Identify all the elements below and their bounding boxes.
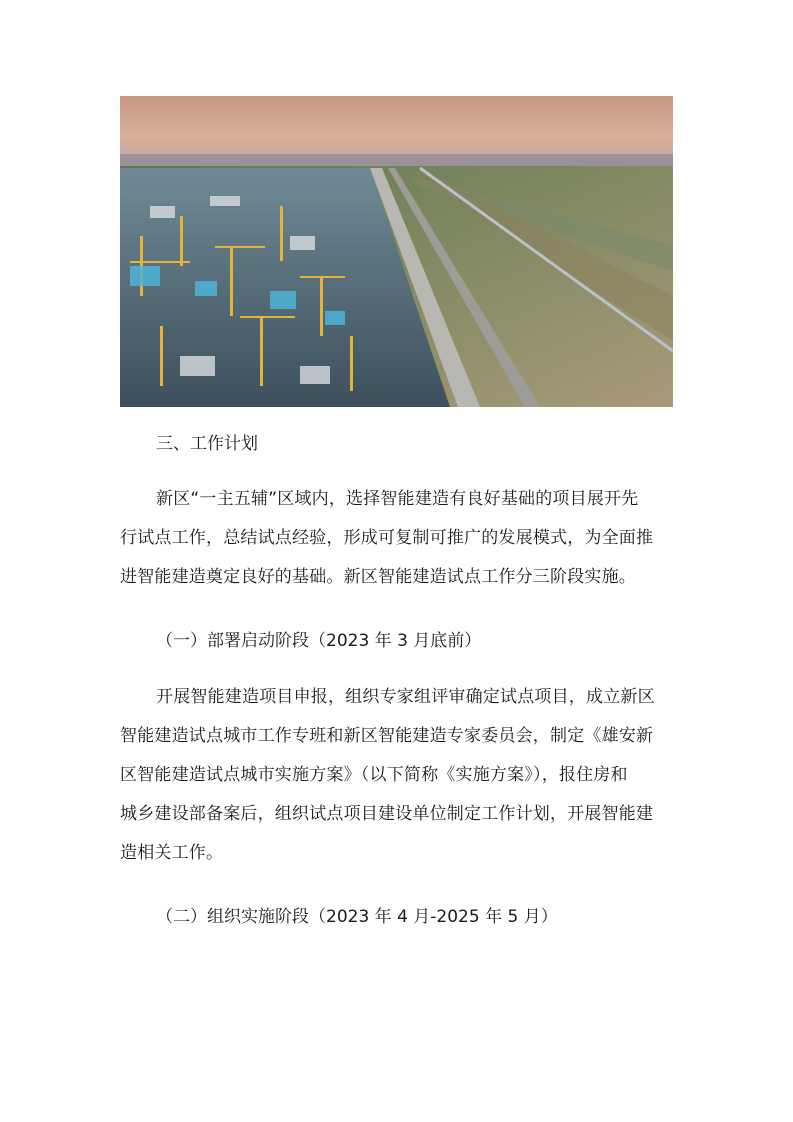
intro-paragraph (120, 483, 680, 594)
intro-line-1: 新区“一主五辅”区域内，选择智能建造有良好基础的项目展开先 (156, 489, 639, 509)
phase2-heading: （二）组织实施阶段（2023 年 4 月-2025 年 5 月） (156, 907, 558, 927)
phase1-line-3: 区智能建造试点城市实施方案》（以下简称《实施方案》），报住房和 (120, 765, 628, 785)
phase1-paragraph (120, 681, 680, 870)
phase1-line-5: 造相关工作。 (120, 843, 224, 863)
phase1-line-4: 城乡建设部备案后，组织试点项目建设单位制定工作计划，开展智能建 (120, 804, 654, 824)
intro-line-3: 进智能建造奠定良好的基础。新区智能建造试点工作分三阶段实施。 (120, 567, 636, 587)
intro-line-2: 行试点工作，总结试点经验，形成可复制可推广的发展模式，为全面推 (120, 528, 654, 548)
phase1-heading: （一）部署启动阶段（2023 年 3 月底前） (156, 631, 482, 651)
phase1-line-1: 开展智能建造项目申报，组织专家组评审确定试点项目，成立新区 (156, 687, 655, 707)
phase1-line-2: 智能建造试点城市工作专班和新区智能建造专家委员会，制定《雄安新 (120, 726, 654, 746)
section-heading: 三、工作计划 (156, 434, 258, 454)
aerial-construction-photo (120, 96, 673, 407)
